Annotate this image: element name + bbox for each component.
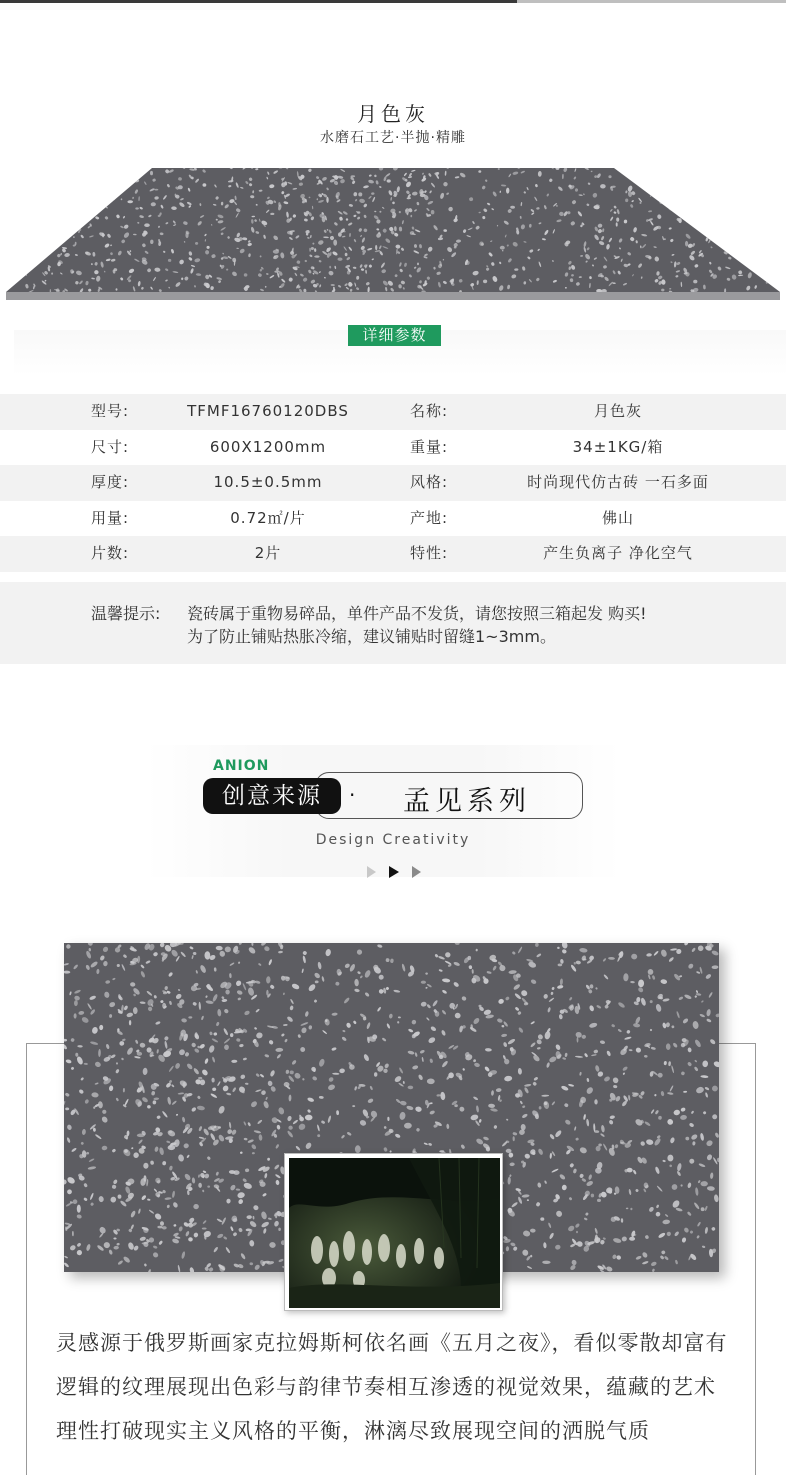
- warm-tip-box: [0, 582, 786, 664]
- spec-value: TFMF16760120DBS: [187, 402, 349, 420]
- play-arrow-icon: [366, 865, 426, 879]
- spec-label: 特性:: [410, 544, 449, 562]
- detail-params-badge: 详细参数: [348, 325, 441, 346]
- separator-dot: ·: [349, 783, 356, 807]
- tile-perspective-image: [6, 166, 780, 300]
- may-night-painting: [284, 1153, 503, 1311]
- spec-label: 厚度:: [91, 473, 130, 491]
- warm-tip-label: 温馨提示:: [91, 604, 161, 623]
- spec-row: [0, 536, 786, 572]
- spec-label: 名称:: [410, 402, 449, 420]
- inspiration-description: 灵感源于俄罗斯画家克拉姆斯柯依名画《五月之夜》，看似零散却富有逻辑的纹理展现出色彩与韵律节奏相互渗透的视觉效果，蕴藏的艺术理性打破现实主义风格的平衡，淋漓尽致展现空间的洒脱气质: [56, 1331, 728, 1443]
- spec-label: 风格:: [410, 473, 449, 491]
- spec-value: 10.5±0.5mm: [213, 473, 323, 491]
- spec-row: [0, 394, 786, 430]
- top-divider-light: [517, 0, 786, 3]
- spec-label: 型号:: [91, 402, 130, 420]
- spec-row: [0, 430, 786, 466]
- spec-value: 月色灰: [593, 402, 642, 420]
- spec-label: 片数:: [91, 544, 130, 562]
- spec-label: 产地:: [410, 508, 449, 527]
- product-name: 月色灰: [357, 102, 429, 126]
- warm-tip-line: 瓷砖属于重物易碎品，单件产品不发货，请您按照三箱起发 购买!: [187, 604, 647, 623]
- spec-label: 用量:: [91, 508, 130, 527]
- spec-label: 尺寸:: [91, 437, 130, 456]
- spec-table: [0, 394, 786, 572]
- warm-tip-line: 为了防止铺贴热胀冷缩，建议铺贴时留缝1~3mm。: [187, 627, 556, 646]
- spec-row: [0, 465, 786, 501]
- spec-value: 600X1200mm: [209, 437, 327, 456]
- spec-value: 佛山: [601, 508, 634, 527]
- spec-label: 重量:: [410, 437, 449, 456]
- series-title: 孟见系列: [403, 786, 531, 817]
- creative-source-badge: 创意来源: [203, 778, 341, 814]
- spec-value: 时尚现代仿古砖 一石多面: [527, 473, 709, 491]
- spec-value: 0.72㎡/片: [230, 508, 306, 527]
- spec-row: [0, 501, 786, 537]
- top-divider-dark: [0, 0, 517, 3]
- spec-value: 2片: [254, 544, 282, 562]
- product-subtitle: 水磨石工艺·半抛·精雕: [320, 130, 466, 146]
- brand-anion: ANION: [213, 758, 270, 774]
- spec-value: 34±1KG/箱: [572, 437, 664, 456]
- top-divider: [0, 0, 786, 3]
- spec-value: 产生负离子 净化空气: [543, 544, 693, 562]
- design-creativity-caption: Design Creativity: [315, 832, 471, 848]
